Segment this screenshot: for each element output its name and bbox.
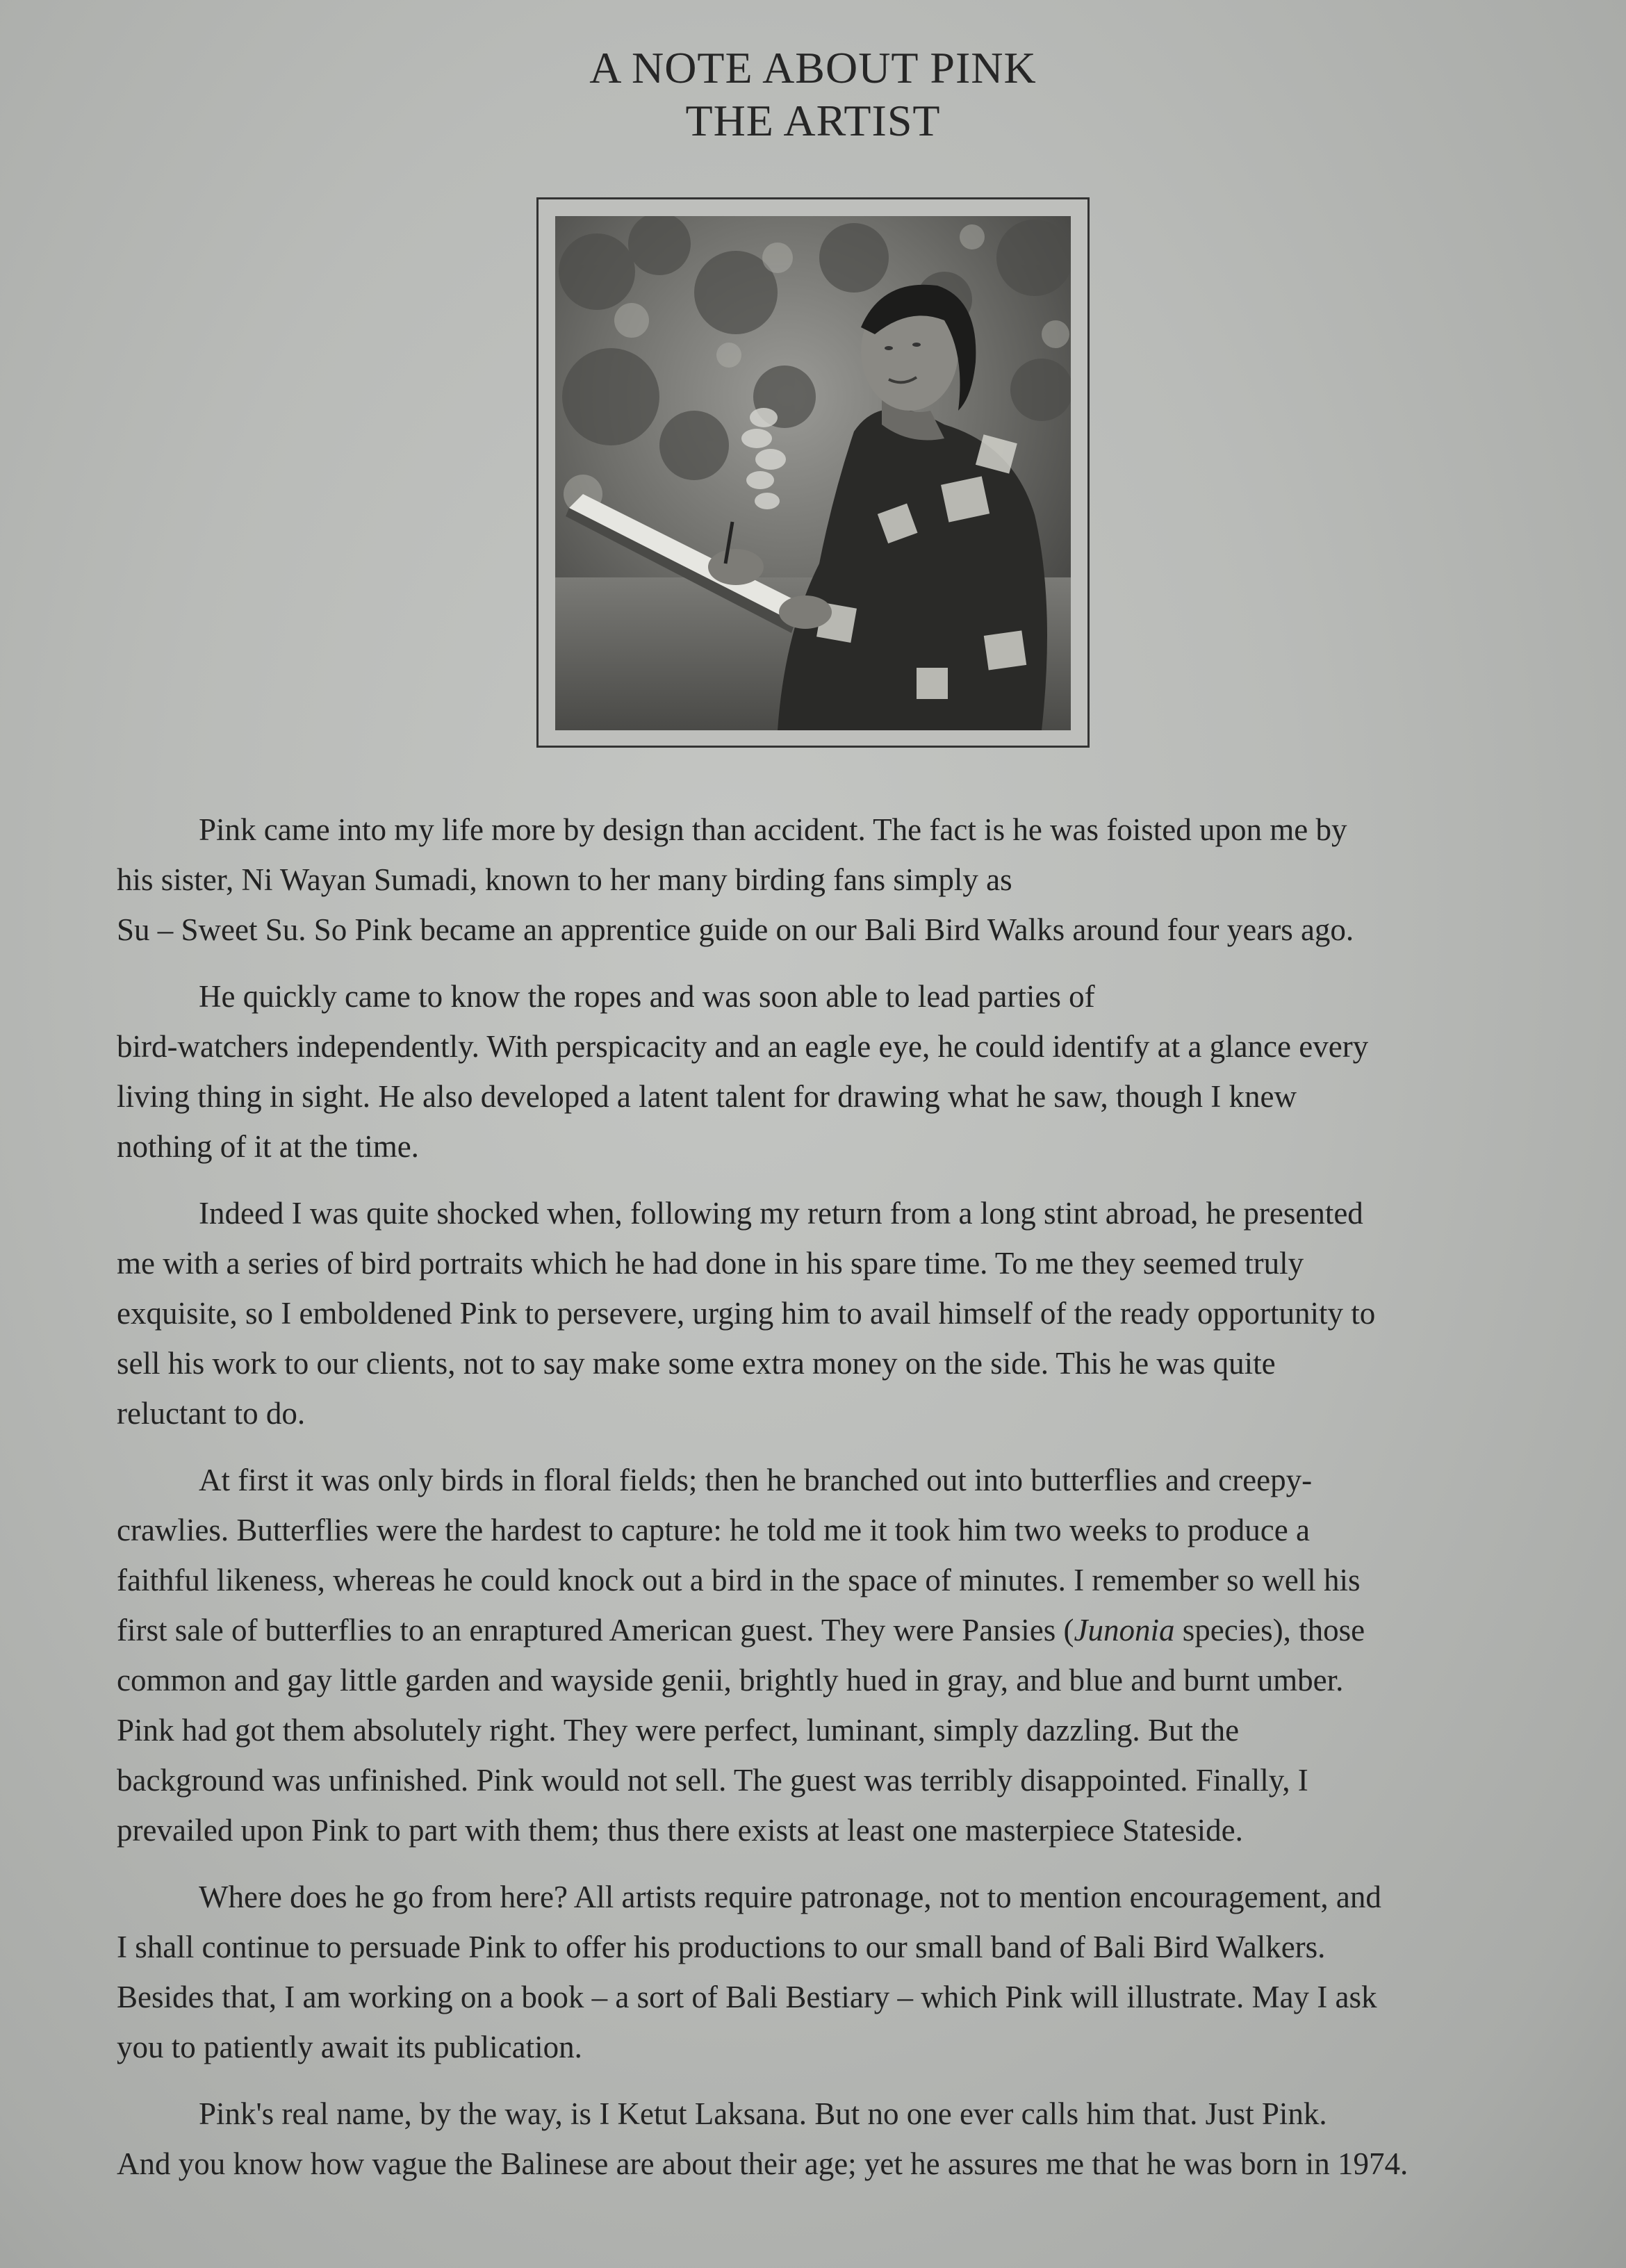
- paragraph-1: [117, 805, 1493, 955]
- paragraph-4: [117, 1455, 1493, 1855]
- text-line: faithful likeness, whereas he could knock out a bird in the space of minutes. I remember so well his: [117, 1563, 1361, 1597]
- text-line: And you know how vague the Balinese are about their age; yet he assures me that he was born in 1974.: [117, 2146, 1409, 2181]
- text-line: At first it was only birds in floral fields; then he branched out into butterflies and creepy-: [199, 1463, 1313, 1497]
- paragraph-2: [117, 971, 1493, 1172]
- article-body: [117, 805, 1493, 2205]
- text-line: He quickly came to know the ropes and was soon able to lead parties of: [199, 979, 1095, 1014]
- text-line: you to patiently await its publication.: [117, 2030, 582, 2064]
- text-line: sell his work to our clients, not to say make some extra money on the side. This he was quite: [117, 1346, 1276, 1381]
- page-title-line-2: THE ARTIST: [685, 96, 941, 145]
- species-name-italic: Junonia: [1074, 1613, 1175, 1647]
- text-segment: species), those: [1174, 1613, 1365, 1647]
- text-line: I shall continue to persuade Pink to offer his productions to our small band of Bali Bird Walkers.: [117, 1930, 1326, 1964]
- text-line: living thing in sight. He also developed a latent talent for drawing what he saw, though I knew: [117, 1079, 1297, 1114]
- text-line: Pink's real name, by the way, is I Ketut Laksana. But no one ever calls him that. Just Pink.: [199, 2096, 1327, 2131]
- text-line: nothing of it at the time.: [117, 1129, 419, 1164]
- text-line: his sister, Ni Wayan Sumadi, known to her many birding fans simply as: [117, 862, 1012, 897]
- text-segment: first sale of butterflies to an enraptured American guest. They were Pansies (: [117, 1613, 1074, 1647]
- text-line: reluctant to do.: [117, 1396, 306, 1431]
- text-line: crawlies. Butterflies were the hardest to capture: he told me it took him two weeks to produce a: [117, 1513, 1310, 1547]
- text-line: prevailed upon Pink to part with them; thus there exists at least one masterpiece Stateside.: [117, 1813, 1243, 1848]
- text-line: bird-watchers independently. With perspicacity and an eagle eye, he could identify at a glance every: [117, 1029, 1369, 1064]
- paragraph-6: [117, 2089, 1493, 2189]
- text-line: background was unfinished. Pink would not sell. The guest was terribly disappointed. Finally, I: [117, 1763, 1308, 1798]
- text-line: Besides that, I am working on a book – a sort of Bali Bestiary – which Pink will illustrate. May I ask: [117, 1980, 1377, 2014]
- text-line: Su – Sweet Su. So Pink became an apprentice guide on our Bali Bird Walks around four years ago.: [117, 912, 1354, 947]
- text-line: me with a series of bird portraits which he had done in his spare time. To me they seemed truly: [117, 1246, 1304, 1281]
- text-line: Pink had got them absolutely right. They were perfect, luminant, simply dazzling. But the: [117, 1713, 1240, 1748]
- paragraph-3: [117, 1188, 1493, 1438]
- text-line: exquisite, so I emboldened Pink to persevere, urging him to avail himself of the ready opportunity to: [117, 1296, 1376, 1331]
- artist-photo-frame: [536, 197, 1090, 748]
- text-line: Where does he go from here? All artists require patronage, not to mention encouragement, and: [199, 1880, 1381, 1914]
- text-line-with-italic: [117, 1605, 1493, 1655]
- text-line: Pink came into my life more by design than accident. The fact is he was foisted upon me by: [199, 812, 1347, 847]
- artist-photo: [555, 216, 1071, 730]
- paragraph-5: [117, 1872, 1493, 2072]
- text-line: Indeed I was quite shocked when, following my return from a long stint abroad, he presented: [199, 1196, 1363, 1231]
- text-line: common and gay little garden and wayside genii, brightly hued in gray, and blue and burnt umber.: [117, 1663, 1344, 1698]
- page-title-line-1: A NOTE ABOUT PINK: [589, 43, 1037, 92]
